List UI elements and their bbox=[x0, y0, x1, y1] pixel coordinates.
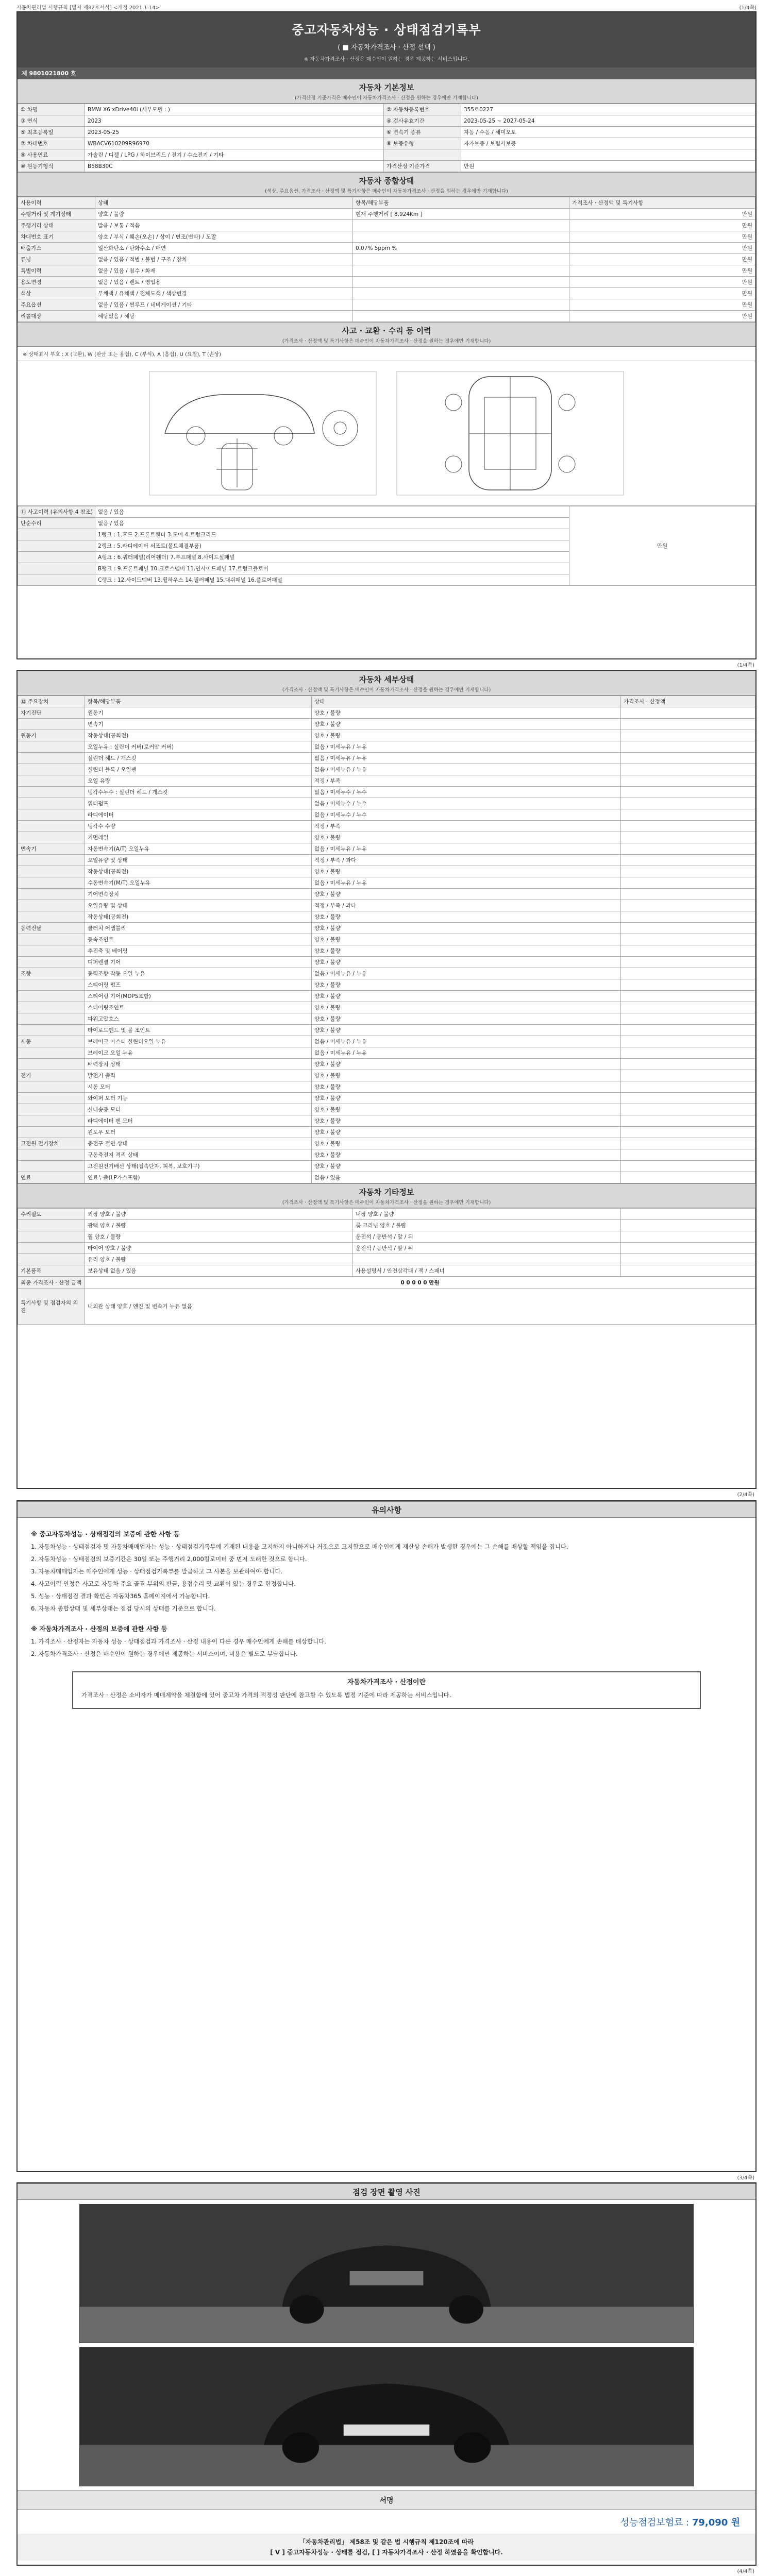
detail-row: 실린더 헤드 / 개스킷 없음 / 미세누유 / 누유 bbox=[18, 753, 755, 764]
general-row: 특별이력 없음 / 있음 / 침수 / 화재 만원 bbox=[18, 265, 755, 277]
detail-row: 오일유량 및 상태 적정 / 부족 / 과다 bbox=[18, 900, 755, 911]
detail-row: 작동상태(공회전) 양호 / 불량 bbox=[18, 911, 755, 923]
general-row: 리콜대상 해당없음 / 해당 만원 bbox=[18, 311, 755, 322]
detail-row: 오일유량 및 상태 적정 / 부족 / 과다 bbox=[18, 855, 755, 866]
accident-history-value: 없음 / 있음 bbox=[95, 506, 569, 518]
detail-row: 워터펌프 없음 / 미세누수 / 누수 bbox=[18, 798, 755, 809]
form-reference: 자동차관리법 시행규칙 [별지 제82호서식] <개정 2021.1.14> (1/4쪽) bbox=[16, 5, 757, 11]
note-item: 3. 자동차매매업자는 매수인에게 성능 · 상태점검기록부를 발급하고 그 사본을 보관하여야 합니다. bbox=[31, 1568, 283, 1575]
detail-row: 동력전달 클러치 어셈블리 양호 / 불량 bbox=[18, 923, 755, 934]
detail-row: 원동기 작동상태(공회전) 양호 / 불량 bbox=[18, 730, 755, 741]
basic-row: ⑨ 사용연료 가솔린 / 디젤 / LPG / 하이브리드 / 전기 / 수소전기 / 기타 bbox=[18, 149, 755, 161]
note-item: 5. 성능 · 상태점검 결과 확인은 자동차365 홈페이지에서 가능합니다. bbox=[31, 1592, 210, 1600]
detail-row: 변속기 자동변속기(A/T) 오일누유 없음 / 미세누유 / 누유 bbox=[18, 843, 755, 855]
detail-row: 브레이크 오일 누유 없음 / 미세누유 / 누유 bbox=[18, 1047, 755, 1059]
general-row: 주행거리 상태 많음 / 보통 / 적음 만원 bbox=[18, 220, 755, 231]
notes-header: 유의사항 bbox=[18, 1501, 755, 1518]
photos-header: 점검 장면 촬영 사진 bbox=[18, 2183, 755, 2200]
rank-c-parts: C랭크 : 12.사이드멤버 13.휠하우스 14.필러패널 15.대쉬패널 16.플로어패널 bbox=[95, 574, 569, 586]
other-row: 유리 양호 / 불량 bbox=[18, 1254, 755, 1265]
general-status-header: 자동차 종합상태 (색상, 주요옵션, 가격조사 · 산정액 및 특기사항은 매수인이 자동차가격조사 · 산정을 원하는 경우에만 기재합니다) bbox=[18, 172, 755, 197]
detail-row: 수동변속기(M/T) 오일누유 없음 / 미세누유 / 누유 bbox=[18, 877, 755, 889]
note-item: 2. 자동차성능 · 상태점검의 보증기간은 30일 또는 주행거리 2,000킬로미터 중 먼저 도래한 것으로 합니다. bbox=[31, 1555, 307, 1563]
page-number-4: (4/4쪽) bbox=[737, 2569, 754, 2574]
accident-price: 만원 bbox=[569, 506, 755, 586]
other-info-table bbox=[18, 1208, 755, 1277]
detail-row: 고전원전기배선 상태(접속단자, 피복, 보호기구) 양호 / 불량 bbox=[18, 1161, 755, 1172]
notes-body: ※ 중고자동차성능 · 상태점검의 보증에 관한 사항 등 1. 자동차성능 · 상태점검자 및 자동차매매업자는 성능 · 상태점검기록부에 기재된 내용을 고지하지 아니하거나 거짓으로 고지함으로 매수인에게 재산상 손해가 발생한 경우에는 그 손해를 배상할 책임을 집니다. 2. 자동차성능 · 상태점검의 보증기간은 30일 또는 주행거리 2,000킬로미터 중 먼저 도래한 것으로 합니다. 3. 자동차매매업자는 매수인에게 성능 · 상태점검기록부를 발급하고 그 사본을 보관하여야 합니다. 4. 사고이력 인정은 사고로 자동차 주요 골격 부위의 판금, 용접수리 및 교환이 있는 경우로 한정합니다. 5. 성능 · 상태점검 결과 확인은 자동차365 홈페이지에서 가능합니다. 6. 자동차 종합상태 및 세부상태는 점검 당시의 상태를 기준으로 합니다. ※ 자동차가격조사 · 산정의 보증에 관한 사항 등 1. 가격조사 · 산정자는 자동차 성능 · 상태점검과 가격조사 · 산정 내용이 다른 경우 매수인에게 손해를 배상합니다. 2. 자동차가격조사 · 산정은 매수인이 원하는 경우에만 제공하는 서비스이며, 비용은 별도로 부담합니다. 자동차가격조사 · 산정이란 가격조사 · 산정은 소비자가 매매계약을 체결함에 있어 중고차 가격의 적정성 판단에 참고할 수 있도록 법정 기준에 따라 제공하는 서비스입니다. bbox=[18, 1518, 755, 1716]
detail-row: 구동축전지 격리 상태 양호 / 불량 bbox=[18, 1149, 755, 1161]
inspection-photo-front bbox=[79, 2204, 694, 2343]
detail-row: 시동 모터 양호 / 불량 bbox=[18, 1081, 755, 1093]
detail-row: 실린더 블록 / 오일팬 없음 / 미세누유 / 누유 bbox=[18, 764, 755, 775]
page-number-3: (3/4쪽) bbox=[737, 2175, 754, 2181]
detail-row: 오일 유량 적정 / 부족 bbox=[18, 775, 755, 787]
page-4 bbox=[16, 2182, 757, 2566]
basic-info-table bbox=[18, 104, 755, 172]
note-item: 4. 사고이력 인정은 사고로 자동차 주요 골격 부위의 판금, 용접수리 및 교환이 있는 경우로 한정합니다. bbox=[31, 1580, 296, 1587]
insurance-fee: 성능점검보험료 : 79,090 원 bbox=[18, 2510, 755, 2534]
basic-row: ① 차명 BMW X6 xDrive40i (세부모델 : ) ② 자동차등록번호 355로0227 bbox=[18, 104, 755, 115]
detail-row: 제동 브레이크 마스터 실린더오일 누유 없음 / 미세누유 / 누유 bbox=[18, 1036, 755, 1047]
detail-row: 냉각수 수량 적정 / 부족 bbox=[18, 821, 755, 832]
detail-row: 파워고압호스 양호 / 불량 bbox=[18, 1013, 755, 1025]
note-item: 1. 자동차성능 · 상태점검자 및 자동차매매업자는 성능 · 상태점검기록부에 기재된 내용을 고지하지 아니하거나 거짓으로 고지함으로 매수인에게 재산상 손해가 발생한 경우에는 그 손해를 배상할 책임을 집니다. bbox=[31, 1543, 568, 1550]
detail-status-header: 자동차 세부상태 (가격조사 · 산정액 및 특기사항은 매수인이 자동차가격조사 · 산정을 원하는 경우에만 기재합니다) bbox=[18, 671, 755, 696]
general-row: 용도변경 없음 / 있음 / 렌트 / 영업용 만원 bbox=[18, 277, 755, 288]
detail-row: 스티어링조인트 양호 / 불량 bbox=[18, 1002, 755, 1013]
general-status-table: 사용이력 상태 항목/해당부품 가격조사 · 산정액 및 특기사항 주행거리 및 계기상태 양호 / 불량 현재 주행거리 [ 8,924Km ] 만원 주행거리 상태 많음 / 보통 / 적음 만원 차대번호 표기 양호 / 부식 / 훼손(오손) / 상이 / 변조(변타) / 도말 만원 배출가스 일산화탄소 / 탄화수소 / 매연 0.07% 5ppm % 만원 튜닝 없음 / 있음 / 적법 / 불법 / 구조 / 장치 만원 특별이력 없음 / 있음 / 침수 / 화재 만원 용도변경 없음 / 있음 / 렌트 / 영업용 만원 색상 무채색 / 유채색 / 전체도색 / 색상변경 만원 주요옵션 없음 / 있음 / 썬루프 / 네비게이션 / 기타 만원 리콜대상 해당없음 / 해당 만원 bbox=[18, 197, 755, 322]
detail-row: 등속조인트 양호 / 불량 bbox=[18, 934, 755, 945]
final-price-value: 0 0 0 0 0 만원 bbox=[85, 1277, 755, 1289]
note-item: 1. 가격조사 · 산정자는 자동차 성능 · 상태점검과 가격조사 · 산정 내용이 다른 경우 매수인에게 손해를 배상합니다. bbox=[31, 1638, 326, 1645]
other-row: 휠 양호 / 불량 운전석 / 동반석 / 앞 / 뒤 bbox=[18, 1231, 755, 1243]
detail-row: 실내송풍 모터 양호 / 불량 bbox=[18, 1104, 755, 1115]
detail-row: 라디에이터 없음 / 미세누수 / 누수 bbox=[18, 809, 755, 821]
page-3 bbox=[16, 1500, 757, 2172]
detail-row: 자기진단 원동기 양호 / 불량 bbox=[18, 707, 755, 719]
detail-row: 스티어링 펌프 양호 / 불량 bbox=[18, 979, 755, 991]
basic-row: ⑦ 차대번호 WBACV610209R96970 ⑧ 보증유형 자가보증 / 보험사보증 bbox=[18, 138, 755, 149]
page-2 bbox=[16, 670, 757, 1489]
valuation-box: 자동차가격조사 · 산정이란 가격조사 · 산정은 소비자가 매매계약을 체결함에 있어 중고차 가격의 적정성 판단에 참고할 수 있도록 법정 기준에 따라 제공하는 서비스입니다. bbox=[72, 1671, 701, 1709]
accident-history-header: 사고 · 교환 · 수리 등 이력 (가격조사 · 산정액 및 특기사항은 매수인이 자동차가격조사 · 산정을 원하는 경우에만 기재합니다) bbox=[18, 322, 755, 347]
general-row: 색상 무채색 / 유채색 / 전체도색 / 색상변경 만원 bbox=[18, 288, 755, 299]
detail-row: 변속기 양호 / 불량 bbox=[18, 719, 755, 730]
rank-2-parts: 2랭크 : 5.라디에이터 서포트(볼트체결부품) bbox=[95, 540, 569, 552]
basic-row: ⑩ 원동기형식 B58B30C 가격산정 기준가격 만원 bbox=[18, 161, 755, 172]
other-row: 광택 양호 / 불량 룸 크리닝 양호 / 불량 bbox=[18, 1220, 755, 1231]
page-1 bbox=[16, 11, 757, 659]
detail-row: 추진축 및 베어링 양호 / 불량 bbox=[18, 945, 755, 957]
detail-row: 오일누유 : 실린더 커버(로커암 커버) 없음 / 미세누유 / 누유 bbox=[18, 741, 755, 753]
accident-history-table: ⑪ 사고이력 (유의사항 4 참조) 없음 / 있음 만원 단순수리 없음 / 있음 1랭크 : 1.후드 2.프론트휀더 3.도어 4.트렁크리드 2랭크 : 5.라디에이터 서포트(볼트체결부품) A랭크 : 6.쿼터패널(리어휀더) 7.루프패널 8.사이드실패널 B랭크 : 9.프론트패널 10.크로스멤버 11.인사이드패널 17.트렁크플로어 C랭크 : 12.사이드멤버 13.휠하우스 14.필러패널 15.대쉬패널 16.플로어패널 bbox=[18, 506, 755, 586]
detail-row: 기어변속장치 양호 / 불량 bbox=[18, 889, 755, 900]
special-remarks: 내외관 상태 양호 / 엔진 및 변속기 누유 없음 bbox=[85, 1289, 755, 1325]
car-side-views-diagram bbox=[144, 366, 381, 500]
rank-b-parts: B랭크 : 9.프론트패널 10.크로스멤버 11.인사이드패널 17.트렁크플로어 bbox=[95, 563, 569, 574]
page-number-1: (1/4쪽) bbox=[737, 663, 754, 668]
basic-row: ③ 연식 2023 ④ 검사유효기간 2023-05-25 ~ 2027-05-24 bbox=[18, 115, 755, 127]
detail-status-table: ⑫ 주요장치 항목/해당부품 상태 가격조사 · 산정액 자기진단 원동기 양호 / 불량 변속기 양호 / 불량 원동기 작동상태(공회전) 양호 / 불량 오일누유 : 실린더 커버(로커암 커버) 없음 / 미세누유 / 누유 실린더 헤드 / 개스킷 없음 / 미세누유 / 누유 실린더 블록 / 오일팬 없음 / 미세누유 / 누유 오일 유량 적정 / 부족 냉각수누수 : 실린더 헤드 / 개스킷 없음 / 미세누수 / 누수 워터펌프 없음 / 미세누수 / 누수 라디에이터 없음 / 미세누수 / 누수 냉각수 수량 적정 / 부족 커먼레일 양호 / 불량 변속기 자동변속기(A/T) 오일누유 없음 / 미세누유 / 누유 오일유량 및 상태 적정 / 부족 / 과다 작동상태(공회전) 양호 / 불량 수동변속기(M/T) 오일누유 없음 / 미세누유 / 누유 기어변속장치 양호 / 불량 오일유량 및 상태 적정 / 부족 / 과다 작동상태(공회전) 양호 / 불량 동력전달 클러치 어셈블리 양호 / 불량 등속조인트 양호 / 불량 추진축 및 베어링 양호 / 불량 디퍼렌셜 기어 양호 / 불량 조향 동력조향 작동 오일 누유 없음 / 미세누유 / 누유 스티어링 펌프 양호 / 불량 스티어링 기어(MDPS포함) 양호 / 불량 스티어링조인트 양호 / 불량 파워고압호스 양호 / 불량 타이로드엔드 및 볼 조인트 양호 / 불량 제동 브레이크 마스터 실린더오일 누유 없음 / 미세누유 / 누유 브레이크 오일 누유 없음 / 미세누유 / 누유 배력장치 상태 양호 / 불량 전기 발전기 출력 양호 / 불량 시동 모터 양호 / 불량 와이퍼 모터 기능 양호 / 불량 실내송풍 모터 양호 / 불량 라디에이터 팬 모터 양호 / 불량 윈도우 모터 양호 / 불량 고전원 전기장치 충전구 절연 상태 양호 / 불량 구동축전지 격리 상태 양호 / 불량 고전원전기배선 상태(접속단자, 피복, 보호기구) 양호 / 불량 연료 연료누출(LP가스포함) 없음 / 있음 bbox=[18, 696, 755, 1183]
detail-row: 전기 발전기 출력 양호 / 불량 bbox=[18, 1070, 755, 1081]
confirmation-text: 「자동차관리법」 제58조 및 같은 법 시행규칙 제120조에 따라 [ V ] 중고자동차성능 · 상태를 점검, [ ] 자동차가격조사 · 산정 하였음을 확인합니다. bbox=[18, 2534, 755, 2561]
document-header bbox=[18, 12, 755, 67]
car-frame-diagram bbox=[392, 366, 629, 500]
document-note: ※ 자동차가격조사 · 산정은 매수인이 원하는 경우 제공하는 서비스입니다. bbox=[304, 57, 469, 62]
rank-1-parts: 1랭크 : 1.후드 2.프론트휀더 3.도어 4.트렁크리드 bbox=[95, 529, 569, 540]
other-row: 수리필요 외장 양호 / 불량 내장 양호 / 불량 bbox=[18, 1209, 755, 1220]
detail-row: 냉각수누수 : 실린더 헤드 / 개스킷 없음 / 미세누수 / 누수 bbox=[18, 787, 755, 798]
detail-row: 디퍼렌셜 기어 양호 / 불량 bbox=[18, 957, 755, 968]
signature-header: 서명 bbox=[18, 2490, 755, 2510]
page-number-2: (2/4쪽) bbox=[737, 1492, 754, 1498]
general-row: 차대번호 표기 양호 / 부식 / 훼손(오손) / 상이 / 변조(변타) / 도말 만원 bbox=[18, 231, 755, 243]
vehicle-diagram bbox=[18, 361, 755, 506]
general-row: 배출가스 일산화탄소 / 탄화수소 / 매연 0.07% 5ppm % 만원 bbox=[18, 243, 755, 254]
rank-a-parts: A랭크 : 6.쿼터패널(리어휀더) 7.루프패널 8.사이드실패널 bbox=[95, 552, 569, 563]
detail-row: 커먼레일 양호 / 불량 bbox=[18, 832, 755, 843]
inspection-photo-rear bbox=[79, 2347, 694, 2486]
detail-row: 고전원 전기장치 충전구 절연 상태 양호 / 불량 bbox=[18, 1138, 755, 1149]
detail-row: 라디에이터 팬 모터 양호 / 불량 bbox=[18, 1115, 755, 1127]
status-symbol-legend: ※ 상태표시 부호 : X (교환), W (판금 또는 용접), C (부식), A (흠집), U (요철), T (손상) bbox=[18, 347, 755, 361]
other-row: 기본품목 보유상태 없음 / 있음 사용설명서 / 안전삼각대 / 잭 / 스패너 bbox=[18, 1265, 755, 1277]
general-row: 주요옵션 없음 / 있음 / 썬루프 / 네비게이션 / 기타 만원 bbox=[18, 299, 755, 311]
detail-row: 작동상태(공회전) 양호 / 불량 bbox=[18, 866, 755, 877]
document-title: 중고자동차성능 · 상태점검기록부 bbox=[292, 23, 481, 37]
detail-row: 연료 연료누출(LP가스포함) 없음 / 있음 bbox=[18, 1172, 755, 1183]
note-item: 2. 자동차가격조사 · 산정은 매수인이 원하는 경우에만 제공하는 서비스이며, 비용은 별도로 부담합니다. bbox=[31, 1650, 298, 1657]
simple-repair-value: 없음 / 있음 bbox=[95, 518, 569, 529]
document-number: 제 9801021800 호 bbox=[18, 67, 755, 79]
general-row: 주행거리 및 계기상태 양호 / 불량 현재 주행거리 [ 8,924Km ] 만원 bbox=[18, 209, 755, 220]
detail-row: 배력장치 상태 양호 / 불량 bbox=[18, 1059, 755, 1070]
final-price-table: 최종 가격조사 · 산정 금액 0 0 0 0 0 만원 특기사항 및 점검자의 의견 내외관 상태 양호 / 엔진 및 변속기 누유 없음 bbox=[18, 1277, 755, 1325]
note-item: 6. 자동차 종합상태 및 세부상태는 점검 당시의 상태를 기준으로 합니다. bbox=[31, 1605, 216, 1612]
basic-row: ⑤ 최초등록일 2023-05-25 ⑥ 변속기 종류 자동 / 수동 / 세미오토 bbox=[18, 127, 755, 138]
general-row: 튜닝 없음 / 있음 / 적법 / 불법 / 구조 / 장치 만원 bbox=[18, 254, 755, 265]
other-info-header: 자동차 기타정보 (가격조사 · 산정액 및 특기사항은 매수인이 자동차가격조사 · 산정을 원하는 경우에만 기재합니다) bbox=[18, 1183, 755, 1208]
detail-row: 와이퍼 모터 기능 양호 / 불량 bbox=[18, 1093, 755, 1104]
detail-row: 스티어링 기어(MDPS포함) 양호 / 불량 bbox=[18, 991, 755, 1002]
detail-row: 타이로드엔드 및 볼 조인트 양호 / 불량 bbox=[18, 1025, 755, 1036]
basic-info-header: 자동차 기본정보 (가격산정 기준가격은 매수인이 자동차가격조사 · 산정을 원하는 경우에만 기재합니다) bbox=[18, 79, 755, 104]
other-row: 타이어 양호 / 불량 운전석 / 동반석 / 앞 / 뒤 bbox=[18, 1243, 755, 1254]
document-subtitle: ( ■ 자동차가격조사 · 산정 선택 ) bbox=[338, 44, 435, 52]
detail-row: 조향 동력조향 작동 오일 누유 없음 / 미세누유 / 누유 bbox=[18, 968, 755, 979]
detail-row: 윈도우 모터 양호 / 불량 bbox=[18, 1127, 755, 1138]
